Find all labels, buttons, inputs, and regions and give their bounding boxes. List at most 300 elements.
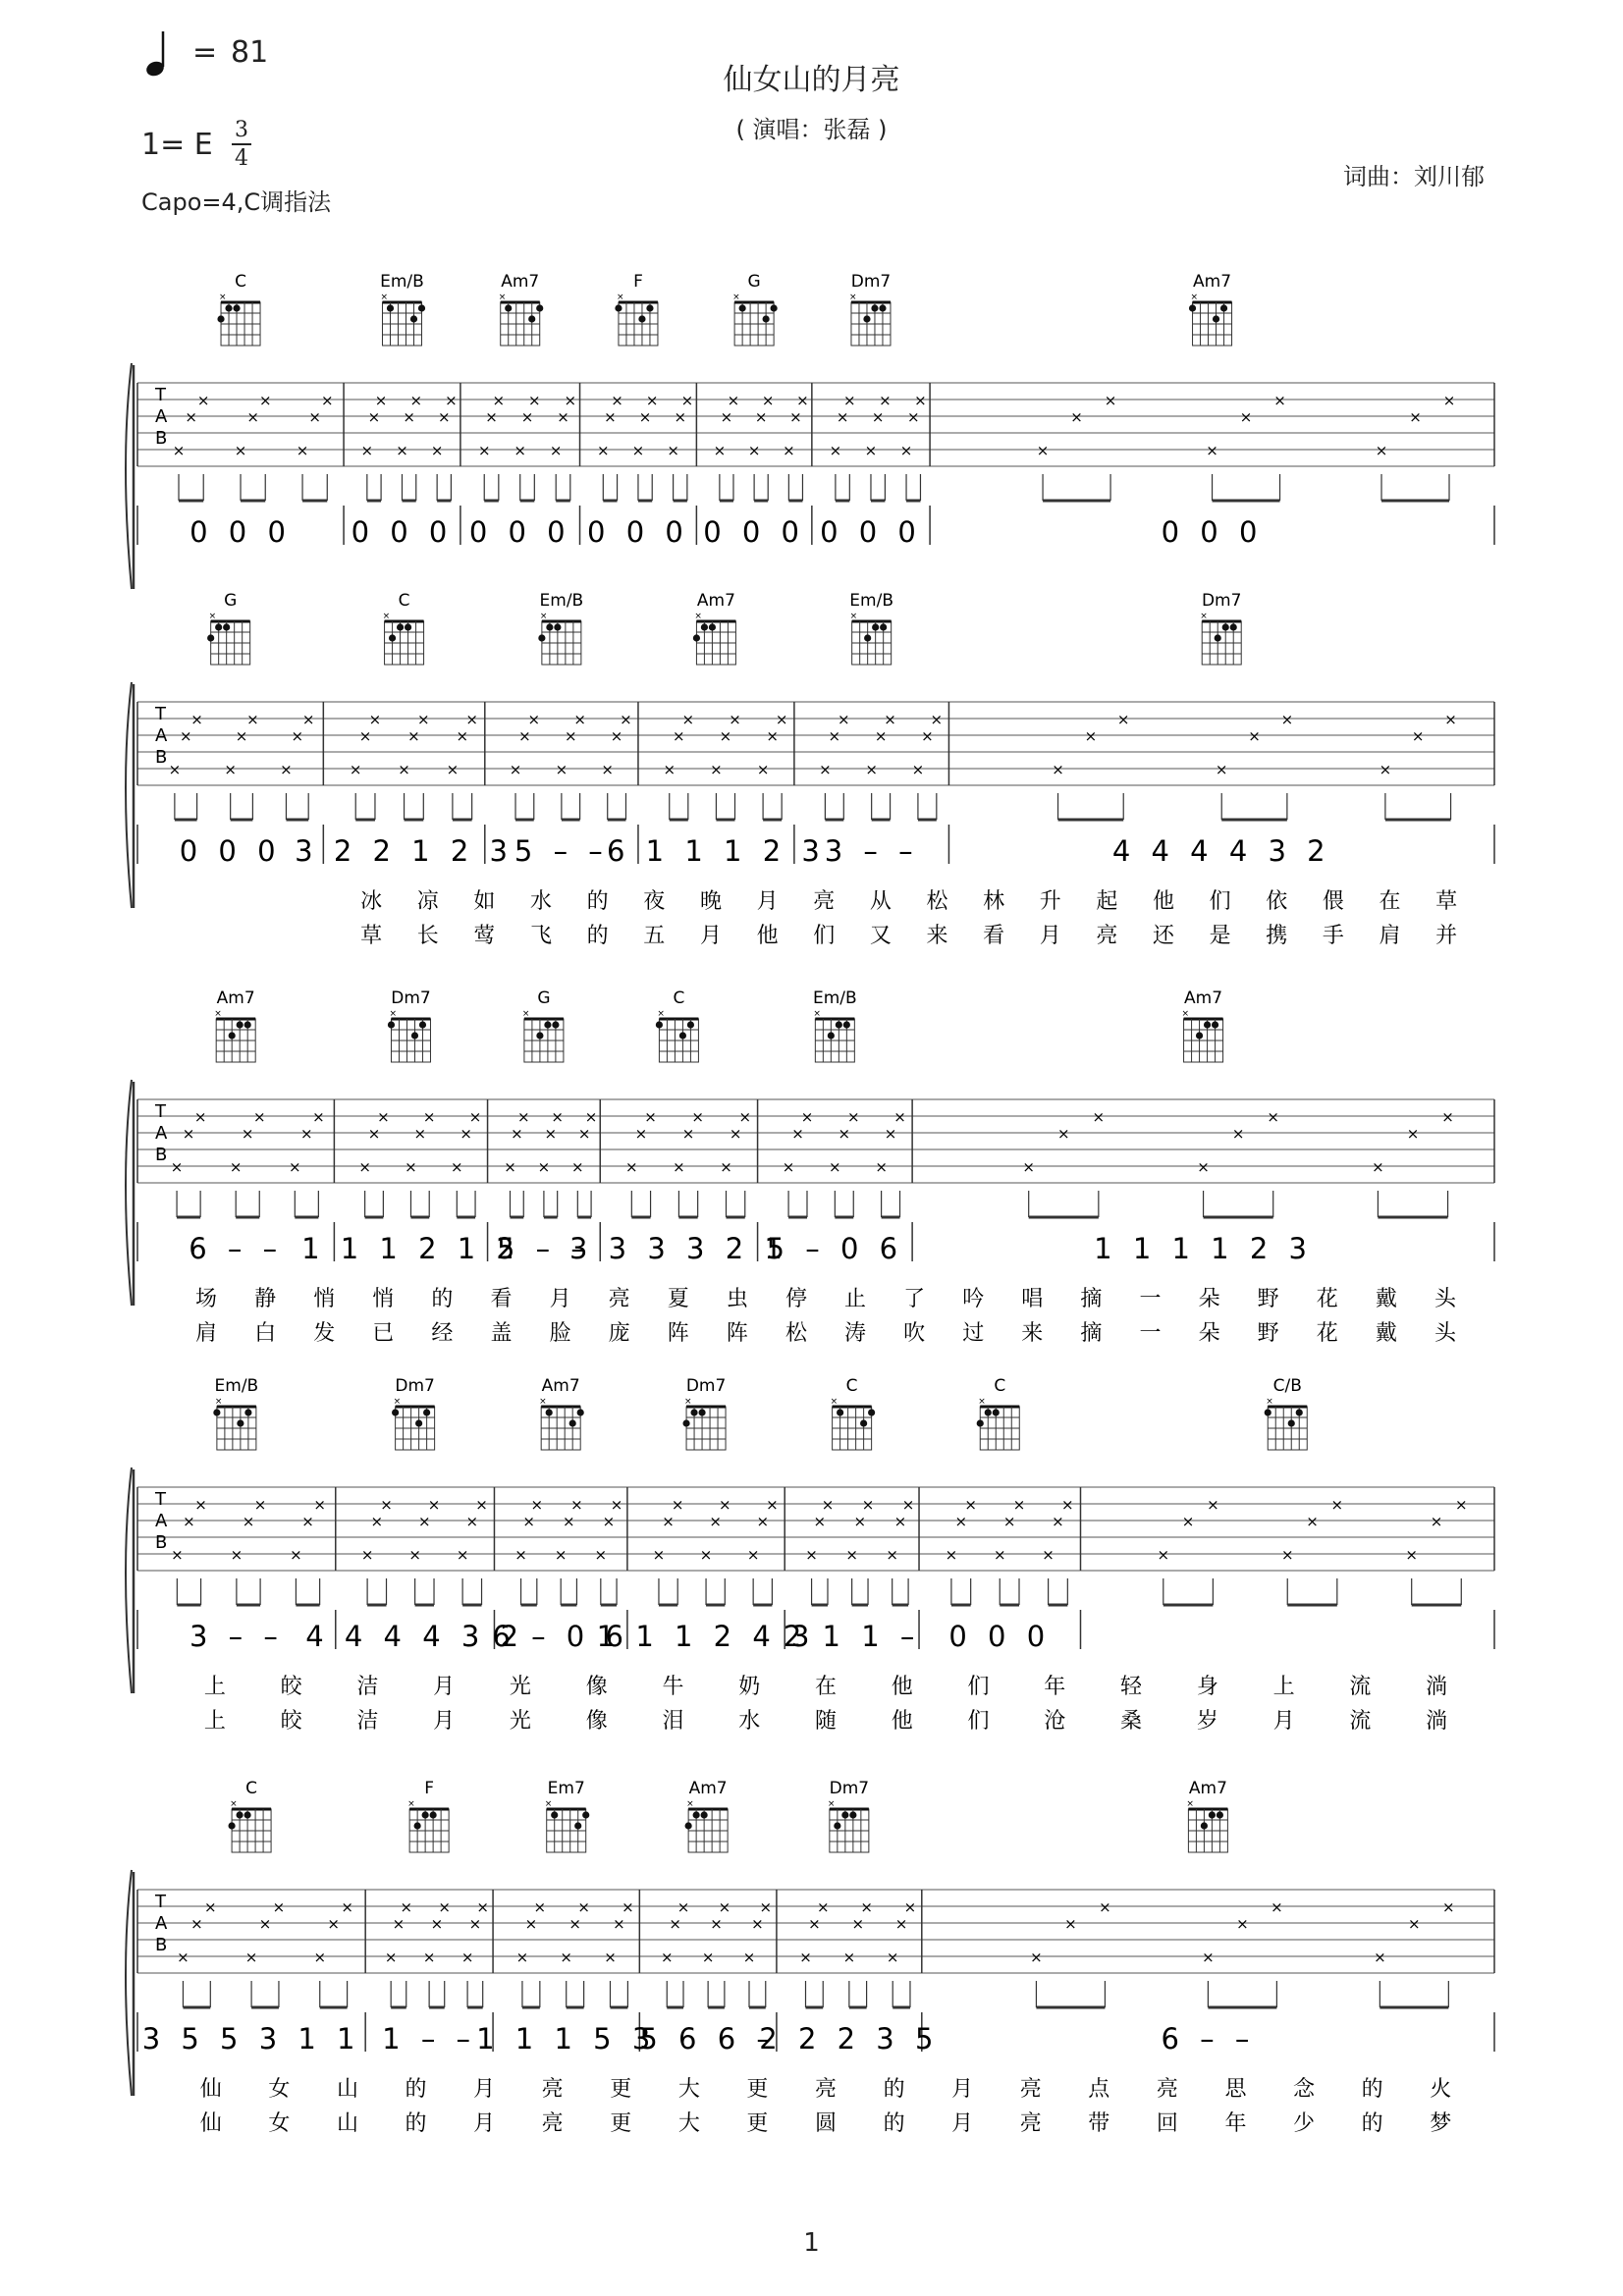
strum-mark: × [954, 1513, 968, 1530]
strum-mark: × [313, 1496, 326, 1514]
lyric-verse-1: 上 [203, 1675, 226, 1699]
chord-name: Dm7 [1201, 591, 1242, 611]
lyric-verse-1: 看 [490, 1287, 513, 1311]
strum-mark: × [560, 1949, 573, 1966]
tempo-value: 81 [231, 35, 269, 70]
chord-name: Dm7 [829, 1779, 870, 1798]
lyric-verse-1: 林 [983, 889, 1005, 914]
lyric-verse-2: 大 [677, 2111, 700, 2136]
strum-mark: × [296, 442, 309, 459]
chord-name: C [245, 1779, 258, 1798]
strum-mark: × [851, 1915, 865, 1933]
lyric-verse-1: 他 [891, 1675, 913, 1699]
strum-mark: × [789, 408, 802, 426]
strum-mark: × [819, 761, 832, 778]
chord-diagram [383, 591, 424, 665]
chord-finger-dot [1196, 1032, 1203, 1039]
chord-diagram [499, 272, 544, 346]
lyric-verse-1: 头 [1434, 1287, 1456, 1311]
strum-mark: × [224, 761, 237, 778]
chord-name: Em/B [849, 591, 894, 611]
strum-mark: × [1374, 1949, 1386, 1966]
strum-mark: × [358, 1158, 371, 1176]
chord-diagram [1186, 1779, 1227, 1852]
strum-mark: × [894, 1915, 908, 1933]
chord-name: Am7 [541, 1376, 580, 1396]
strum-mark: × [710, 761, 723, 778]
strum-mark: × [930, 711, 944, 728]
strum-mark: × [1084, 727, 1098, 745]
lyric-verse-1: 月 [433, 1675, 456, 1699]
chord-diagram [522, 988, 564, 1062]
chord-diagram [1189, 272, 1232, 346]
chord-finger-dot [217, 315, 224, 322]
strum-mark: × [1012, 1496, 1026, 1514]
lyric-verse-2: 还 [1153, 924, 1175, 948]
strum-mark: × [370, 1513, 384, 1530]
strum-mark: × [291, 727, 304, 745]
strum-mark: × [301, 1513, 314, 1530]
lyric-verse-1: 了 [903, 1287, 926, 1311]
strum-mark: × [893, 1513, 907, 1530]
strum-mark: × [244, 1949, 258, 1966]
strum-mark: × [301, 711, 315, 728]
mute-mark: × [393, 1397, 402, 1407]
lyric-verse-2: 像 [585, 1709, 608, 1734]
strum-mark: × [634, 1125, 648, 1143]
strum-mark: × [674, 408, 687, 426]
chord-diagram [828, 1779, 869, 1852]
lyric-verse-1: 山 [336, 2077, 358, 2102]
chord-finger-dot [1201, 1822, 1208, 1829]
strum-mark: × [465, 711, 478, 728]
strum-mark: × [368, 711, 382, 728]
mute-mark: × [214, 1009, 222, 1019]
lyric-verse-1: 女 [268, 2077, 291, 2102]
lyric-verse-2: 月 [1039, 924, 1061, 948]
chord-diagram [380, 272, 425, 346]
lyric-verse-2: 们 [967, 1709, 990, 1734]
chord-diagram [539, 1376, 584, 1450]
strum-mark: × [845, 1546, 858, 1564]
strum-mark: × [874, 727, 888, 745]
strum-mark: × [417, 711, 430, 728]
lyric-verse-1: 的 [405, 2077, 427, 2102]
chord-name: C/B [1272, 1376, 1302, 1396]
strum-mark: × [400, 1898, 413, 1916]
lyric-verse-1: 从 [869, 889, 892, 914]
chord-finger-dot [536, 304, 543, 311]
lyric-verse-2: 来 [926, 924, 948, 948]
chord-finger-dot [1204, 1021, 1211, 1028]
strum-mark: × [853, 1513, 867, 1530]
strum-mark: × [527, 711, 541, 728]
lyric-verse-2: 的 [883, 2111, 905, 2136]
chord-name: G [537, 988, 551, 1008]
strum-mark: × [477, 442, 491, 459]
chord-finger-dot [701, 1811, 708, 1818]
strum-mark: × [645, 392, 659, 409]
lyric-verse-2: 看 [983, 924, 1005, 948]
lyric-verse-2: 仙 [199, 2111, 222, 2136]
jianpu-measure: 0 0 0 [189, 515, 292, 549]
strum-mark: × [300, 1125, 313, 1143]
lyric-verse-1: 们 [967, 1675, 990, 1699]
strum-mark: × [1409, 408, 1422, 426]
lyric-verse-2: 阵 [726, 1321, 748, 1346]
strum-mark: × [1267, 1108, 1279, 1126]
lyric-verse-1: 淌 [1426, 1675, 1448, 1699]
tab-clef-letter: B [155, 747, 168, 768]
chord-diagram [1200, 591, 1241, 665]
lyric-verse-2: 们 [813, 924, 836, 948]
strum-mark: × [280, 761, 293, 778]
strum-mark: × [528, 392, 541, 409]
lyric-verse-2: 头 [1434, 1321, 1456, 1346]
lyric-verse-1: 轻 [1120, 1675, 1143, 1699]
strum-mark: × [611, 392, 623, 409]
strum-mark: × [170, 1158, 184, 1176]
strum-mark: × [1052, 1513, 1064, 1530]
strum-mark: × [701, 1949, 715, 1966]
strum-mark: × [713, 442, 727, 459]
strum-mark: × [884, 711, 896, 728]
strum-mark: × [522, 1513, 535, 1530]
chord-name: C [994, 1376, 1006, 1396]
chord-finger-dot [679, 1032, 686, 1039]
lyric-verse-2: 手 [1322, 924, 1344, 948]
chord-finger-dot [554, 623, 561, 630]
strum-mark: × [594, 1546, 608, 1564]
strum-mark: × [551, 1108, 564, 1126]
strum-mark: × [1181, 1513, 1195, 1530]
strum-mark: × [805, 1546, 818, 1564]
lyric-verse-1: 的 [586, 889, 609, 914]
strum-mark: × [1002, 1513, 1016, 1530]
lyric-verse-2: 皎 [280, 1709, 302, 1734]
system-bracket [126, 1468, 132, 1693]
strum-mark: × [751, 1915, 764, 1933]
strum-mark: × [537, 1158, 551, 1176]
singer-credit: ( 演唱：张磊 ) [735, 116, 888, 143]
strum-mark: × [577, 1898, 590, 1916]
strum-mark: × [631, 442, 645, 459]
strum-mark: × [800, 1108, 814, 1126]
strum-mark: × [604, 1949, 617, 1966]
strum-mark: × [662, 1513, 675, 1530]
strum-mark: × [886, 1546, 898, 1564]
lyric-verse-1: 夜 [643, 889, 666, 914]
chord-finger-dot [1215, 634, 1221, 641]
chord-finger-dot [505, 304, 512, 311]
chord-name: G [224, 591, 238, 611]
strum-mark: × [430, 1915, 444, 1933]
strum-mark: × [252, 1108, 266, 1126]
score-system [0, 584, 1623, 977]
strum-mark: × [886, 1949, 899, 1966]
strum-mark: × [843, 392, 856, 409]
lyric-verse-2: 他 [756, 924, 779, 948]
strum-mark: × [899, 442, 913, 459]
lyric-verse-2: 月 [699, 924, 722, 948]
lyric-verse-2: 的 [405, 2111, 427, 2136]
chord-finger-dot [771, 304, 778, 311]
lyric-verse-1: 升 [1039, 889, 1061, 914]
chord-name: C [845, 1376, 858, 1396]
jianpu-measure: 0 0 0 [179, 834, 282, 868]
lyric-verse-2: 年 [1224, 2111, 1247, 2136]
chord-name: Am7 [696, 591, 735, 611]
lyric-verse-1: 偎 [1322, 889, 1344, 914]
chord-diagram [388, 988, 431, 1062]
lyric-verse-1: 仙 [199, 2077, 222, 2102]
mute-mark: × [848, 293, 857, 302]
lyric-verse-2: 野 [1257, 1321, 1279, 1346]
strum-mark: × [446, 761, 460, 778]
strum-mark: × [742, 1949, 756, 1966]
jianpu-measure: 3 – – [824, 834, 919, 868]
strum-mark: × [1215, 761, 1228, 778]
chord-finger-dot [690, 1409, 697, 1415]
chord-finger-dot [397, 623, 404, 630]
strum-mark: × [437, 408, 451, 426]
strum-mark: × [514, 1546, 527, 1564]
mute-mark: × [1190, 293, 1199, 302]
lyric-verse-2: 光 [509, 1709, 531, 1734]
strum-mark: × [846, 1108, 860, 1126]
chord-diagram [849, 591, 893, 665]
strum-mark: × [719, 727, 732, 745]
lyric-verse-2: 的 [586, 924, 609, 948]
strum-mark: × [422, 1949, 436, 1966]
lyric-verse-2: 并 [1435, 924, 1458, 948]
strum-mark: × [602, 1513, 616, 1530]
lyric-verse-2: 亮 [541, 2111, 564, 2136]
lyric-verse-2: 少 [1293, 2111, 1316, 2136]
strum-mark: × [313, 1949, 327, 1966]
lyric-verse-1: 晚 [699, 889, 722, 914]
strum-mark: × [808, 1915, 821, 1933]
strum-mark: × [1099, 1898, 1111, 1916]
strum-mark: × [413, 1125, 427, 1143]
chord-diagram [977, 1376, 1020, 1450]
mute-mark: × [208, 612, 217, 621]
chord-finger-dot [841, 1811, 848, 1818]
mute-mark: × [684, 1397, 692, 1407]
time-signature [232, 118, 251, 171]
lyric-verse-1: 吟 [962, 1287, 985, 1311]
strum-mark: × [906, 408, 920, 426]
strum-mark: × [396, 442, 408, 459]
strum-mark: × [193, 1108, 207, 1126]
tab-clef-letter: A [155, 725, 168, 746]
strum-mark: × [568, 1915, 581, 1933]
lyric-verse-2: 梦 [1430, 2111, 1452, 2136]
strum-mark: × [509, 761, 522, 778]
chord-finger-dot [387, 304, 394, 311]
lyric-verse-1: 野 [1257, 1287, 1279, 1311]
strum-mark: × [1064, 1915, 1077, 1933]
chord-finger-dot [388, 1021, 395, 1028]
strum-mark: × [230, 1546, 243, 1564]
chord-diagram [615, 272, 658, 346]
strum-mark: × [729, 711, 741, 728]
strum-mark: × [1036, 442, 1050, 459]
strum-mark: × [418, 1513, 431, 1530]
strum-mark: × [842, 1949, 856, 1966]
strum-mark: × [1280, 711, 1294, 728]
strum-mark: × [456, 1546, 469, 1564]
chord-finger-dot [860, 1419, 867, 1426]
chord-finger-dot [1288, 1419, 1295, 1426]
strum-mark: × [756, 1513, 770, 1530]
mute-mark: × [978, 1397, 986, 1407]
lyric-verse-2: 来 [1021, 1321, 1044, 1346]
chord-finger-dot [415, 1419, 422, 1426]
strum-mark: × [1092, 1108, 1106, 1126]
system-bracket [126, 682, 132, 908]
lyric-verse-1: 如 [473, 889, 496, 914]
jianpu-measure: 0 0 0 [351, 515, 454, 549]
jianpu-measure: 1 1 1 5 3 [476, 2022, 657, 2056]
lyric-verse-1: 的 [431, 1287, 454, 1311]
jianpu-measure: 0 0 0 [948, 1620, 1052, 1653]
mute-mark: × [230, 1799, 238, 1809]
chord-finger-dot [685, 1822, 692, 1829]
tab-clef-letter: A [155, 1511, 168, 1531]
mute-mark: × [849, 612, 858, 621]
strum-mark: × [242, 1513, 255, 1530]
strum-mark: × [253, 1496, 267, 1514]
mute-mark: × [521, 1009, 530, 1019]
lyric-verse-2: 长 [416, 924, 439, 948]
jianpu-measure: 4 4 4 4 3 2 [1111, 834, 1331, 868]
chord-diagram [213, 1376, 258, 1450]
strum-mark: × [403, 408, 415, 426]
chord-finger-dot [1220, 304, 1227, 311]
chord-name: Am7 [1184, 988, 1223, 1008]
chord-finger-dot [389, 634, 396, 641]
lyric-verse-2: 女 [268, 2111, 291, 2136]
strum-mark: × [993, 1546, 1006, 1564]
mute-mark: × [380, 293, 389, 302]
mute-mark: × [813, 1009, 821, 1019]
page-number: 1 [803, 2228, 820, 2258]
lyric-verse-2: 松 [784, 1321, 807, 1346]
mute-mark: × [1181, 1009, 1190, 1019]
lyric-verse-1: 皎 [280, 1675, 302, 1699]
strum-mark: × [610, 727, 623, 745]
strum-mark: × [673, 1158, 685, 1176]
strum-mark: × [821, 1496, 835, 1514]
strum-mark: × [709, 1513, 722, 1530]
jianpu-measure: 5 6 6 – [639, 2022, 777, 2056]
strum-mark: × [754, 408, 768, 426]
lyric-verse-1: 亮 [608, 1287, 630, 1311]
chord-diagram [685, 1779, 729, 1852]
lyric-verse-1: 悄 [372, 1287, 395, 1311]
lyric-verse-2: 上 [203, 1709, 226, 1734]
system-bracket [126, 1870, 132, 2096]
chord-finger-dot [1217, 1811, 1223, 1818]
strum-mark: × [761, 392, 775, 409]
chord-finger-dot [687, 1021, 694, 1028]
chord-diagram [656, 988, 699, 1062]
strum-mark: × [838, 711, 850, 728]
tab-clef-letter: A [155, 406, 168, 427]
strum-mark: × [557, 408, 569, 426]
chord-finger-dot [582, 1811, 589, 1818]
strum-mark: × [327, 1915, 340, 1933]
chord-finger-dot [836, 1021, 842, 1028]
tab-clef-letter: B [155, 1145, 168, 1165]
chord-name: G [747, 272, 761, 292]
strum-mark: × [775, 711, 788, 728]
key-signature: 1= E [141, 128, 213, 162]
strum-mark: × [468, 1915, 482, 1933]
lyric-verse-2: 五 [643, 924, 666, 948]
tab-clef-letter: A [155, 1913, 168, 1934]
strum-mark: × [672, 727, 685, 745]
chord-diagram [1265, 1376, 1308, 1450]
strum-mark: × [699, 1546, 713, 1564]
chord-diagram [732, 272, 778, 346]
strum-mark: × [349, 761, 362, 778]
chord-finger-dot [430, 1811, 437, 1818]
strum-mark: × [1231, 1125, 1245, 1143]
strum-mark: × [766, 1496, 779, 1514]
strum-mark: × [177, 1949, 189, 1966]
chord-finger-dot [574, 1822, 581, 1829]
chord-finger-dot [228, 1822, 235, 1829]
strum-mark: × [1030, 1949, 1043, 1966]
strum-mark: × [570, 1496, 583, 1514]
strum-mark: × [1206, 442, 1218, 459]
tab-clef-letter: B [155, 428, 168, 449]
mute-mark: × [657, 1009, 665, 1019]
lyric-verse-1: 月 [549, 1287, 571, 1311]
strum-mark: × [533, 1898, 547, 1916]
strum-mark: × [384, 1949, 398, 1966]
strum-mark: × [460, 1125, 472, 1143]
strum-mark: × [766, 727, 779, 745]
strum-mark: × [168, 761, 182, 778]
chord-finger-dot [552, 1021, 559, 1028]
strum-mark: × [1022, 1158, 1035, 1176]
lyric-verse-2: 一 [1139, 1321, 1162, 1346]
chord-name: Em/B [812, 988, 857, 1008]
lyric-verse-1: 月 [951, 2077, 974, 2102]
strum-mark: × [468, 1108, 482, 1126]
strum-mark: × [456, 727, 469, 745]
tab-clef-letter: T [155, 1101, 166, 1122]
chord-finger-dot [528, 315, 535, 322]
lyric-verse-2: 随 [814, 1709, 838, 1734]
lyric-verse-1: 流 [1349, 1675, 1372, 1699]
strum-mark: × [720, 1158, 732, 1176]
strum-mark: × [341, 1898, 353, 1916]
strum-mark: × [430, 442, 444, 459]
strum-mark: × [518, 727, 531, 745]
chord-finger-dot [615, 304, 622, 311]
lyric-verse-2: 月 [1272, 1709, 1295, 1734]
lyric-verse-1: 月 [473, 2077, 496, 2102]
mute-mark: × [827, 1799, 836, 1809]
strum-mark: × [422, 1108, 436, 1126]
strum-mark: × [407, 727, 420, 745]
strum-mark: × [756, 761, 770, 778]
chord-finger-dot [1212, 1021, 1218, 1028]
